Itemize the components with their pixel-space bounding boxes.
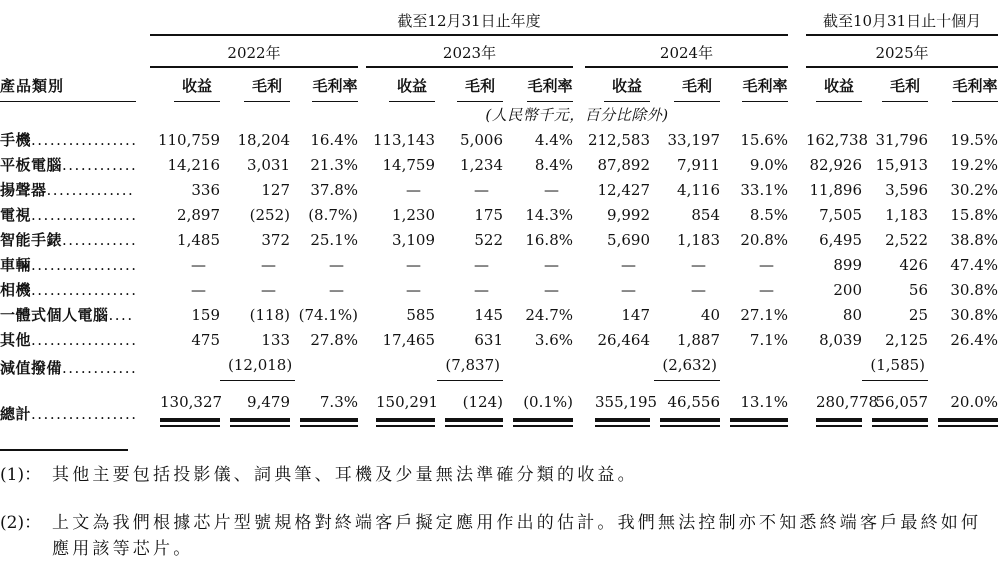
cell-value: 631 xyxy=(474,331,503,349)
dot-leader xyxy=(62,356,135,381)
group-spacer xyxy=(573,253,585,278)
cell-value: 16.8% xyxy=(525,231,573,249)
year-2023-header: 2023年 xyxy=(366,35,573,67)
col-revenue-2022: 收益 xyxy=(150,67,220,102)
group-spacer xyxy=(573,178,585,203)
dot-leader xyxy=(31,203,135,228)
cell-value: 1,183 xyxy=(677,231,720,249)
cell-value: 2,897 xyxy=(177,206,220,224)
footnote-separator xyxy=(0,449,128,451)
cell-value: 162,738 xyxy=(806,131,869,149)
group-spacer xyxy=(788,4,806,35)
cell-value: 26,464 xyxy=(597,331,650,349)
group-spacer xyxy=(573,67,585,102)
footnote-1-marker: (1)： xyxy=(0,464,42,485)
cell-value: — xyxy=(406,181,421,199)
table-row xyxy=(0,328,998,353)
cell-value: 585 xyxy=(406,306,435,324)
group-spacer xyxy=(788,203,806,228)
cell-value: 6,495 xyxy=(819,231,863,249)
cell-value: 159 xyxy=(191,306,220,324)
row-label: 相機 ..... xyxy=(0,278,150,303)
cell-value: (2,632) xyxy=(650,353,720,381)
cell-value: 1,485 xyxy=(177,231,220,249)
cell-value: 15.6% xyxy=(740,131,789,149)
double-rule xyxy=(595,418,650,427)
cell-value xyxy=(366,353,435,381)
col-grossmargin-2023: 毛利率 xyxy=(503,67,573,102)
cell-value: 30.8% xyxy=(950,306,999,324)
dot-leader xyxy=(31,402,135,427)
cell-value: — xyxy=(474,256,489,274)
cell-value: 12,427 xyxy=(597,181,650,199)
group-spacer xyxy=(573,128,585,153)
unit-note-blank xyxy=(0,102,366,128)
cell-value: 130,327 xyxy=(150,381,220,427)
cell-value: 4.4% xyxy=(534,131,573,149)
group-spacer xyxy=(788,153,806,178)
cell-value: 30.2% xyxy=(950,181,999,199)
cell-value: 31,796 xyxy=(875,131,929,149)
footnote-1 xyxy=(0,462,998,488)
group-spacer xyxy=(573,228,585,253)
group-spacer xyxy=(358,35,366,67)
cell-value: 3,031 xyxy=(247,156,290,174)
cell-value: 17,465 xyxy=(382,331,435,349)
col-grossprofit-2022: 毛利 xyxy=(220,67,290,102)
cell-value: 426 xyxy=(899,256,929,274)
cell-value: — xyxy=(621,256,636,274)
row-label: 揚聲器 ..... xyxy=(0,178,150,203)
double-rule xyxy=(300,418,358,427)
row-label: 其他 ..... xyxy=(0,328,150,353)
group-spacer xyxy=(573,278,585,303)
col-grossprofit-2024: 毛利 xyxy=(650,67,720,102)
double-rule xyxy=(730,418,788,427)
unit-note-row xyxy=(0,102,998,128)
cell-value: 7,911 xyxy=(677,156,720,174)
cell-value: 40 xyxy=(700,306,720,324)
row-label: 平板電腦 ..... xyxy=(0,153,150,178)
cell-value: 522 xyxy=(474,231,503,249)
table-row xyxy=(0,353,998,381)
cell-value: — xyxy=(474,181,489,199)
year-2024-header: 2024年 xyxy=(585,35,788,67)
col-grossmargin-2022: 毛利率 xyxy=(290,67,358,102)
cell-value: — xyxy=(544,281,559,299)
cell-value: 175 xyxy=(474,206,503,224)
double-rule xyxy=(816,418,862,427)
group-spacer xyxy=(788,128,806,153)
cell-value: 11,896 xyxy=(809,181,863,199)
cell-value: 3,596 xyxy=(885,181,929,199)
period-ten-month-header: 截至10月31日止十個月 xyxy=(806,4,998,35)
cell-value: 27.1% xyxy=(740,306,789,324)
cell-value xyxy=(150,353,220,381)
double-rule xyxy=(938,418,998,427)
cell-value: 14.3% xyxy=(525,206,573,224)
cell-value: 1,887 xyxy=(677,331,720,349)
row-label: 手機 ..... xyxy=(0,128,150,153)
cell-value: — xyxy=(544,256,559,274)
cell-value: 1,230 xyxy=(392,206,435,224)
group-spacer xyxy=(358,128,366,153)
double-rule xyxy=(160,418,220,427)
cell-value: 82,926 xyxy=(809,156,863,174)
cell-value: (118) xyxy=(249,306,290,324)
cell-value: 355,195 xyxy=(585,381,650,427)
cell-value xyxy=(720,353,788,381)
cell-value: (124) xyxy=(435,381,503,427)
cell-value: — xyxy=(329,256,344,274)
cell-value: 26.4% xyxy=(950,331,999,349)
table-body xyxy=(0,128,998,427)
group-spacer xyxy=(358,253,366,278)
cell-value: 14,216 xyxy=(167,156,220,174)
cell-value: 19.2% xyxy=(950,156,999,174)
cell-value: 47.4% xyxy=(950,256,999,274)
row-label: 智能手錶 ..... xyxy=(0,228,150,253)
footnote-2 xyxy=(0,510,998,562)
cell-value: 33,197 xyxy=(667,131,720,149)
cell-value: 15,913 xyxy=(875,156,929,174)
row-header-label: 產品類別 xyxy=(0,67,150,102)
group-spacer xyxy=(788,178,806,203)
cell-value: 1,234 xyxy=(460,156,503,174)
cell-value: 27.8% xyxy=(310,331,358,349)
cell-value: 133 xyxy=(261,331,290,349)
dot-leader xyxy=(109,303,135,328)
table-row xyxy=(0,203,998,228)
period-annual-header: 截至12月31日止年度 xyxy=(150,4,788,35)
cell-value: 372 xyxy=(261,231,290,249)
cell-value: 113,143 xyxy=(372,131,435,149)
cell-value: — xyxy=(261,256,276,274)
cell-value: — xyxy=(329,281,344,299)
row-label: 電視 ..... xyxy=(0,203,150,228)
year-2022-header: 2022年 xyxy=(150,35,358,67)
cell-value: — xyxy=(474,281,489,299)
group-spacer xyxy=(358,228,366,253)
group-spacer xyxy=(358,178,366,203)
year-blank xyxy=(0,35,150,67)
cell-value xyxy=(928,353,998,381)
cell-value: (74.1%) xyxy=(298,306,358,324)
table-row xyxy=(0,253,998,278)
cell-value: (12,018) xyxy=(220,353,290,381)
cell-value: 87,892 xyxy=(597,156,650,174)
cell-value: 7.3% xyxy=(290,381,358,427)
col-revenue-2023: 收益 xyxy=(366,67,435,102)
cell-value: — xyxy=(759,281,775,299)
cell-value: 145 xyxy=(474,306,503,324)
cell-value: — xyxy=(406,281,421,299)
cell-value: — xyxy=(691,256,706,274)
dot-leader xyxy=(31,278,135,303)
cell-value: 30.8% xyxy=(950,281,999,299)
dot-leader xyxy=(31,328,135,353)
cell-value: 20.0% xyxy=(928,381,998,427)
group-spacer xyxy=(573,153,585,178)
group-spacer xyxy=(573,303,585,328)
row-label: 減值撥備 ..... xyxy=(0,353,150,381)
cell-value: 8,039 xyxy=(819,331,863,349)
dot-leader xyxy=(62,153,135,178)
cell-value: 127 xyxy=(261,181,290,199)
cell-value: 25.1% xyxy=(310,231,358,249)
row-label: 總計 ..... xyxy=(0,381,150,427)
cell-value: — xyxy=(406,256,421,274)
cell-value: — xyxy=(691,281,706,299)
product-category-table xyxy=(0,4,998,427)
cell-value: — xyxy=(544,181,559,199)
cell-value: 33.1% xyxy=(740,181,789,199)
cell-value xyxy=(585,353,650,381)
cell-value: 147 xyxy=(621,306,650,324)
cell-value xyxy=(806,353,862,381)
double-rule xyxy=(376,418,435,427)
cell-value: 46,556 xyxy=(650,381,720,427)
group-spacer xyxy=(358,278,366,303)
cell-value: 336 xyxy=(191,181,220,199)
group-spacer xyxy=(788,228,806,253)
cell-value: — xyxy=(621,281,636,299)
cell-value: 2,125 xyxy=(885,331,929,349)
cell-value: 4,116 xyxy=(677,181,720,199)
cell-value: 200 xyxy=(833,281,863,299)
cell-value: 280,778 xyxy=(806,381,862,427)
group-spacer xyxy=(788,381,806,427)
cell-value: 854 xyxy=(691,206,720,224)
cell-value: 56 xyxy=(908,281,929,299)
group-spacer xyxy=(358,353,366,381)
cell-value: (8.7%) xyxy=(308,206,358,224)
cell-value: 15.8% xyxy=(950,206,999,224)
col-grossprofit-2025: 毛利 xyxy=(862,67,928,102)
cell-value: 9,479 xyxy=(220,381,290,427)
cell-value: — xyxy=(191,281,206,299)
dot-leader xyxy=(62,228,135,253)
cell-value: 9.0% xyxy=(749,156,789,174)
cell-value: 475 xyxy=(191,331,220,349)
year-2025-header: 2025年 xyxy=(806,35,998,67)
cell-value: (7,837) xyxy=(435,353,503,381)
dot-leader xyxy=(47,178,135,203)
unit-note: (人民幣千元，百分比除外) xyxy=(485,106,669,124)
table-row xyxy=(0,128,998,153)
double-rule xyxy=(513,418,573,427)
cell-value: — xyxy=(261,281,276,299)
group-spacer xyxy=(358,381,366,427)
cell-value: 110,759 xyxy=(157,131,220,149)
cell-value: 18,204 xyxy=(237,131,290,149)
group-spacer xyxy=(788,278,806,303)
double-rule xyxy=(230,418,290,427)
group-spacer xyxy=(358,67,366,102)
cell-value: 7,505 xyxy=(819,206,863,224)
footnote-1-text: 其他主要包括投影儀、詞典筆、耳機及少量無法準確分類的收益。 xyxy=(52,464,638,485)
double-rule xyxy=(445,418,503,427)
cell-value: 80 xyxy=(842,306,863,324)
col-revenue-2025: 收益 xyxy=(806,67,862,102)
group-spacer xyxy=(788,67,806,102)
col-revenue-2024: 收益 xyxy=(585,67,650,102)
group-spacer xyxy=(788,328,806,353)
cell-value: (252) xyxy=(249,206,290,224)
cell-value: 56,057 xyxy=(862,381,928,427)
group-spacer xyxy=(573,35,585,67)
cell-value: 21.3% xyxy=(310,156,358,174)
cell-value: 3,109 xyxy=(392,231,435,249)
cell-value: 150,291 xyxy=(366,381,435,427)
col-grossmargin-2024: 毛利率 xyxy=(720,67,788,102)
cell-value: 5,690 xyxy=(607,231,650,249)
cell-value: (0.1%) xyxy=(503,381,573,427)
group-spacer xyxy=(573,381,585,427)
cell-value: 8.5% xyxy=(749,206,789,224)
cell-value: 5,006 xyxy=(460,131,503,149)
double-rule xyxy=(660,418,720,427)
group-spacer xyxy=(788,253,806,278)
period-header-row xyxy=(0,4,998,35)
cell-value: 24.7% xyxy=(525,306,573,324)
group-spacer xyxy=(358,328,366,353)
group-spacer xyxy=(788,35,806,67)
group-spacer xyxy=(358,153,366,178)
cell-value: 25 xyxy=(908,306,929,324)
cell-value: 2,522 xyxy=(885,231,929,249)
dot-leader xyxy=(31,128,135,153)
cell-value: 38.8% xyxy=(950,231,999,249)
footnote-2-marker: (2)： xyxy=(0,512,42,533)
cell-value: 1,183 xyxy=(885,206,929,224)
subcolumn-header-row xyxy=(0,67,998,102)
corner-blank xyxy=(0,4,150,35)
group-spacer xyxy=(788,353,806,381)
group-spacer xyxy=(358,303,366,328)
table-row xyxy=(0,303,998,328)
cell-value: 212,583 xyxy=(587,131,650,149)
cell-value: — xyxy=(191,256,206,274)
group-spacer xyxy=(358,203,366,228)
cell-value: 8.4% xyxy=(534,156,573,174)
table-row xyxy=(0,153,998,178)
col-grossmargin-2025: 毛利率 xyxy=(928,67,998,102)
cell-value: 899 xyxy=(833,256,863,274)
cell-value: 9,992 xyxy=(607,206,650,224)
col-grossprofit-2023: 毛利 xyxy=(435,67,503,102)
cell-value xyxy=(290,353,358,381)
table-row xyxy=(0,178,998,203)
cell-value: 16.4% xyxy=(310,131,358,149)
cell-value: 14,759 xyxy=(382,156,435,174)
double-rule xyxy=(872,418,928,427)
row-label: 一體式個人電腦 ..... xyxy=(0,303,150,328)
table-row xyxy=(0,278,998,303)
cell-value: 7.1% xyxy=(749,331,789,349)
group-spacer xyxy=(573,203,585,228)
table-row xyxy=(0,228,998,253)
dot-leader xyxy=(31,253,135,278)
year-header-row xyxy=(0,35,998,67)
total-row xyxy=(0,381,998,427)
cell-value xyxy=(503,353,573,381)
group-spacer xyxy=(573,353,585,381)
row-label: 車輛 ..... xyxy=(0,253,150,278)
cell-value: — xyxy=(759,256,775,274)
cell-value: 3.6% xyxy=(534,331,573,349)
cell-value: (1,585) xyxy=(862,353,928,381)
unit-note-blank xyxy=(788,102,998,128)
cell-value: 19.5% xyxy=(950,131,999,149)
cell-value: 13.1% xyxy=(720,381,788,427)
cell-value: 20.8% xyxy=(740,231,789,249)
footnote-2-text: 上文為我們根據芯片型號規格對終端客戶擬定應用作出的估計。我們無法控制亦不知悉終端客戶最終如何應用該等芯片。 xyxy=(52,512,982,559)
group-spacer xyxy=(788,303,806,328)
cell-value: 37.8% xyxy=(310,181,358,199)
group-spacer xyxy=(573,328,585,353)
